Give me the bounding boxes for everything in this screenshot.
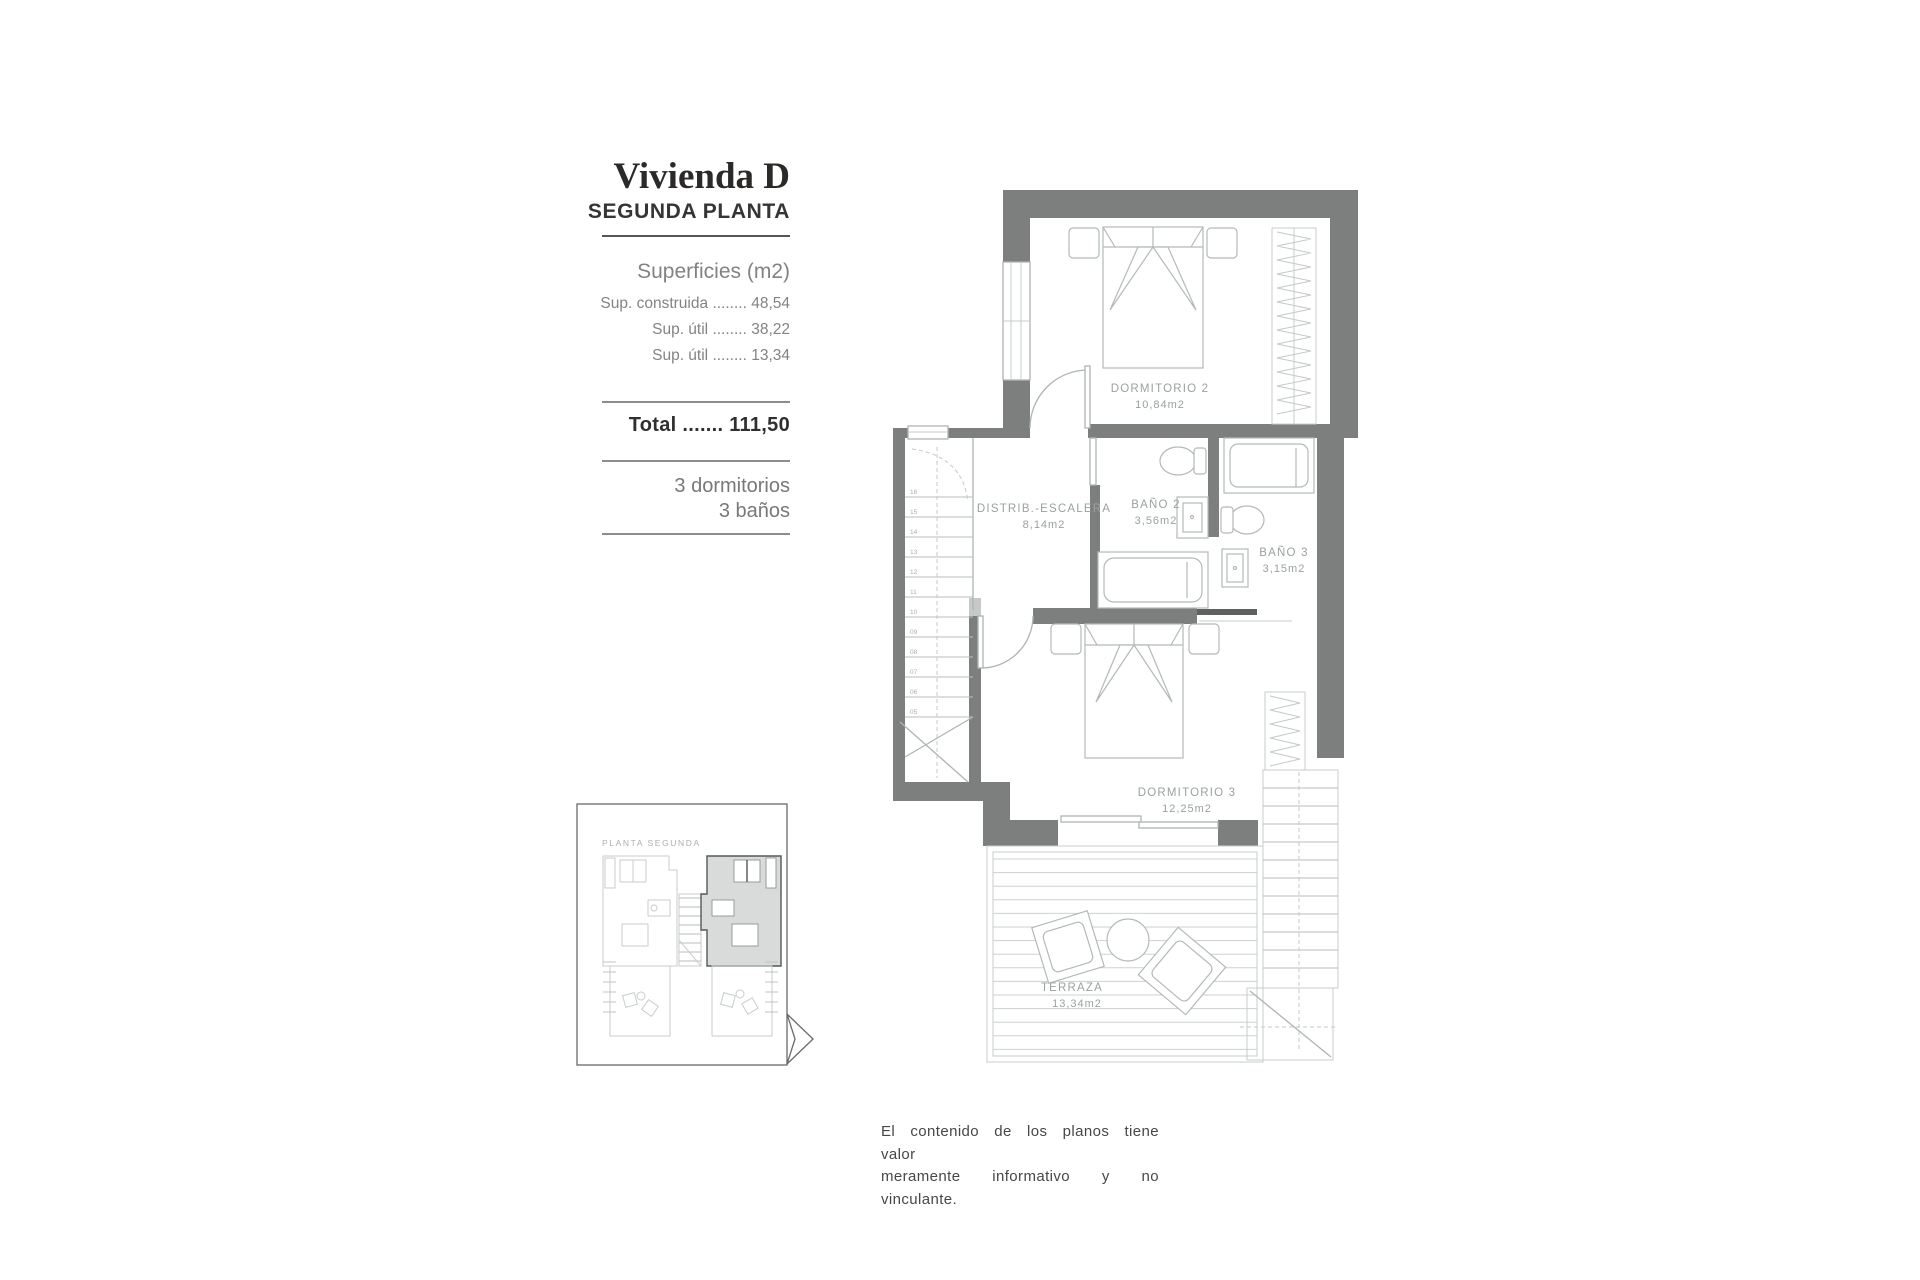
stair-numbers	[910, 489, 918, 716]
wardrobe-hatch	[1272, 228, 1316, 424]
door-bedroom3	[978, 616, 1033, 668]
surface-value: 48,54	[751, 294, 790, 312]
surface-label: Sup. útil	[652, 346, 709, 364]
total-label: Total	[628, 413, 677, 436]
page-title: Vivienda D	[613, 156, 790, 197]
surface-label: Sup. construida	[600, 294, 709, 312]
svg-text:05: 05	[910, 709, 918, 716]
room-label: TERRAZA	[1040, 982, 1104, 994]
surface-label: Sup. útil	[652, 320, 709, 338]
room-area: 12,25m2	[1162, 803, 1212, 815]
svg-text:13: 13	[910, 549, 918, 556]
feature-bathrooms: 3 baños	[718, 499, 790, 522]
svg-text:07: 07	[910, 669, 918, 676]
nightstand-icon	[1051, 624, 1081, 654]
room-area: 3,56m2	[1134, 515, 1178, 527]
room-label: DISTRIB.-ESCALERA	[976, 503, 1112, 515]
svg-text:16: 16	[910, 489, 918, 496]
page-subtitle: SEGUNDA PLANTA	[587, 199, 790, 223]
double-bed-icon	[1103, 227, 1203, 368]
sink-icon	[1177, 497, 1208, 538]
surface-value: 13,34	[751, 346, 790, 364]
room-label: BAÑO 3	[1259, 547, 1309, 559]
total-value: 111,50	[729, 413, 790, 436]
disclaimer	[881, 1121, 1159, 1211]
surface-value: 38,22	[751, 320, 790, 338]
feature-bedrooms: 3 dormitorios	[674, 474, 790, 497]
svg-text:12: 12	[910, 569, 918, 576]
overview-label: PLANTA SEGUNDA	[602, 838, 701, 848]
room-area: 10,84m2	[1135, 399, 1185, 411]
toilet-icon	[1160, 447, 1206, 475]
location-arrow-icon	[787, 1014, 813, 1064]
dots-leader: .......	[682, 413, 724, 436]
nightstand-icon	[1189, 624, 1219, 654]
window-bedroom2	[1003, 262, 1030, 380]
wardrobe-hatch	[1265, 692, 1305, 770]
svg-text:06: 06	[910, 689, 918, 696]
room-label: DORMITORIO 2	[1110, 383, 1210, 395]
furniture-bath2	[1098, 447, 1208, 608]
stair-interior	[900, 438, 973, 782]
room-area: 8,14m2	[1022, 519, 1066, 531]
svg-text:09: 09	[910, 629, 918, 636]
lounge-chair-icon	[1032, 911, 1104, 983]
nightstand-icon	[1069, 228, 1099, 258]
door-bedroom2	[1030, 366, 1090, 428]
side-table-icon	[1107, 919, 1149, 961]
furniture-bedroom3	[1051, 624, 1305, 770]
svg-text:10: 10	[910, 609, 918, 616]
room-area: 13,34m2	[1052, 998, 1102, 1010]
toilet-icon	[1221, 506, 1264, 534]
disclaimer-line1: El contenido de los planos tiene valor	[881, 1123, 1159, 1163]
overview-plan	[577, 804, 813, 1065]
door-bath2	[1090, 438, 1096, 485]
window-stairwell	[908, 426, 948, 439]
stair-exterior	[1240, 770, 1338, 1060]
double-bed-icon	[1085, 624, 1183, 758]
nightstand-icon	[1207, 228, 1237, 258]
dots-leader: ........	[712, 294, 747, 312]
dots-leader: ........	[712, 346, 747, 364]
svg-text:08: 08	[910, 649, 918, 656]
svg-text:15: 15	[910, 509, 918, 516]
exterior-stair-treads	[1263, 788, 1338, 968]
surfaces-heading: Superficies (m2)	[637, 259, 790, 283]
disclaimer-line2: meramente informativo y no vinculante.	[881, 1168, 1159, 1208]
room-label: BAÑO 2	[1131, 499, 1181, 511]
svg-text:14: 14	[910, 529, 918, 536]
sliding-door-bath3	[1197, 609, 1257, 615]
bathtub-icon	[1224, 438, 1314, 493]
sliding-door-terrace	[1061, 816, 1218, 828]
sink-icon	[1222, 549, 1248, 587]
terrace	[987, 846, 1263, 1062]
room-area: 3,15m2	[1262, 563, 1306, 575]
room-label: DORMITORIO 3	[1137, 787, 1237, 799]
svg-text:11: 11	[910, 589, 917, 596]
bathtub-icon	[1098, 552, 1208, 608]
dots-leader: ........	[712, 320, 747, 338]
